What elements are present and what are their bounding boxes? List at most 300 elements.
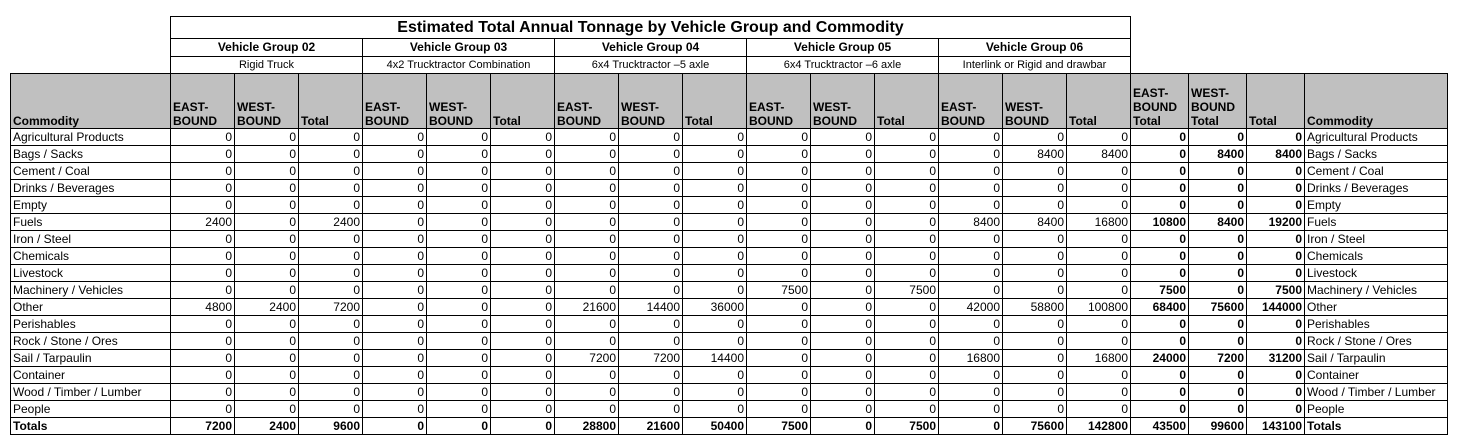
value-cell: 0 [299,333,363,350]
value-cell: 0 [427,367,491,384]
table-title: Estimated Total Annual Tonnage by Vehicle Group and Commodity [171,17,1131,39]
commodity-cell: Empty [11,197,171,214]
value-cell: 0 [619,265,683,282]
value-cell: 143100 [1247,418,1305,435]
table-row [11,367,1448,384]
col-header-total: Total [1067,74,1131,129]
table-row [11,231,1448,248]
col-header-eastbound: EAST-BOUND [555,74,619,129]
group-header: Vehicle Group 06 [939,39,1131,57]
table-row [11,129,1448,146]
value-cell: 0 [939,180,1003,197]
value-cell: 0 [939,316,1003,333]
value-cell: 14400 [619,299,683,316]
value-cell: 0 [1003,333,1067,350]
value-cell: 0 [811,350,875,367]
commodity-cell: Fuels [1305,214,1448,231]
commodity-cell: Fuels [11,214,171,231]
value-cell: 0 [363,197,427,214]
value-cell: 0 [619,248,683,265]
value-cell: 0 [939,384,1003,401]
value-cell: 0 [171,333,235,350]
value-cell: 16800 [939,350,1003,367]
value-cell: 0 [491,418,555,435]
value-cell: 0 [875,299,939,316]
value-cell: 0 [619,282,683,299]
value-cell: 144000 [1247,299,1305,316]
value-cell: 0 [363,265,427,282]
commodity-cell: Livestock [1305,265,1448,282]
value-cell: 0 [747,299,811,316]
table-row [11,333,1448,350]
value-cell: 0 [683,401,747,418]
value-cell: 14400 [683,350,747,367]
value-cell: 0 [1189,367,1247,384]
value-cell: 0 [875,197,939,214]
value-cell: 0 [1003,129,1067,146]
value-cell: 0 [491,282,555,299]
value-cell: 0 [427,163,491,180]
value-cell: 0 [683,129,747,146]
value-cell: 8400 [1189,146,1247,163]
value-cell: 0 [875,401,939,418]
value-cell: 0 [299,265,363,282]
value-cell: 0 [811,316,875,333]
value-cell: 0 [299,146,363,163]
value-cell: 0 [939,129,1003,146]
value-cell: 0 [875,265,939,282]
value-cell: 0 [747,384,811,401]
value-cell: 0 [299,401,363,418]
value-cell: 0 [619,214,683,231]
value-cell: 16800 [1067,350,1131,367]
value-cell: 21600 [619,418,683,435]
value-cell: 0 [427,350,491,367]
value-cell: 0 [811,231,875,248]
col-header-total: Total [683,74,747,129]
commodity-cell: Wood / Timber / Lumber [1305,384,1448,401]
value-cell: 0 [427,265,491,282]
value-cell: 0 [683,146,747,163]
value-cell: 0 [235,231,299,248]
col-header-total: Total [299,74,363,129]
value-cell: 0 [363,316,427,333]
value-cell: 0 [171,231,235,248]
value-cell: 0 [1247,265,1305,282]
value-cell: 0 [811,299,875,316]
value-cell: 0 [619,180,683,197]
value-cell: 0 [363,163,427,180]
value-cell: 7200 [619,350,683,367]
value-cell: 0 [1067,163,1131,180]
col-header-westbound: WEST-BOUND [427,74,491,129]
value-cell: 0 [619,384,683,401]
value-cell: 0 [939,401,1003,418]
value-cell: 0 [1067,401,1131,418]
value-cell: 0 [555,197,619,214]
col-header-westbound-total: WEST-BOUND Total [1189,74,1247,129]
value-cell: 0 [1067,231,1131,248]
value-cell: 36000 [683,299,747,316]
value-cell: 0 [491,333,555,350]
value-cell: 0 [811,401,875,418]
commodity-cell: Totals [1305,418,1448,435]
value-cell: 7200 [555,350,619,367]
value-cell: 0 [235,316,299,333]
value-cell: 0 [875,146,939,163]
value-cell: 0 [747,129,811,146]
value-cell: 0 [1131,265,1189,282]
value-cell: 0 [235,146,299,163]
value-cell: 0 [619,197,683,214]
value-cell: 0 [619,333,683,350]
value-cell: 0 [363,401,427,418]
value-cell: 0 [555,401,619,418]
value-cell: 0 [747,231,811,248]
value-cell: 0 [363,129,427,146]
value-cell: 0 [1247,333,1305,350]
table-row [11,265,1448,282]
value-cell: 0 [747,146,811,163]
table-row [11,214,1448,231]
col-header-westbound: WEST-BOUND [235,74,299,129]
value-cell: 0 [235,350,299,367]
table-row [11,401,1448,418]
value-cell: 0 [363,248,427,265]
value-cell: 142800 [1067,418,1131,435]
value-cell: 2400 [299,214,363,231]
table-row [11,163,1448,180]
table-row [11,146,1448,163]
value-cell: 0 [363,333,427,350]
value-cell: 0 [683,265,747,282]
group-type: Interlink or Rigid and drawbar [939,57,1131,74]
commodity-cell: Wood / Timber / Lumber [11,384,171,401]
value-cell: 0 [1131,248,1189,265]
value-cell: 0 [299,282,363,299]
value-cell: 0 [299,350,363,367]
value-cell: 0 [363,299,427,316]
value-cell: 0 [1247,367,1305,384]
value-cell: 0 [427,401,491,418]
value-cell: 0 [171,384,235,401]
value-cell: 0 [747,367,811,384]
value-cell: 0 [811,384,875,401]
value-cell: 7500 [1247,282,1305,299]
value-cell: 0 [875,163,939,180]
value-cell: 0 [939,248,1003,265]
value-cell: 0 [299,248,363,265]
value-cell: 0 [811,248,875,265]
value-cell: 0 [1131,197,1189,214]
col-header-commodity: Commodity [11,74,171,129]
commodity-cell: Iron / Steel [1305,231,1448,248]
commodity-cell: Container [11,367,171,384]
value-cell: 0 [1067,129,1131,146]
value-cell: 100800 [1067,299,1131,316]
value-cell: 0 [491,197,555,214]
commodity-cell: Rock / Stone / Ores [11,333,171,350]
value-cell: 0 [555,248,619,265]
value-cell: 0 [619,231,683,248]
value-cell: 0 [747,333,811,350]
value-cell: 0 [1131,384,1189,401]
value-cell: 0 [1247,231,1305,248]
value-cell: 0 [747,163,811,180]
value-cell: 0 [1189,316,1247,333]
value-cell: 21600 [555,299,619,316]
table-row [11,282,1448,299]
value-cell: 43500 [1131,418,1189,435]
totals-row [11,418,1448,435]
commodity-cell: Drinks / Beverages [1305,180,1448,197]
value-cell: 0 [875,350,939,367]
value-cell: 0 [427,299,491,316]
value-cell: 0 [427,129,491,146]
value-cell: 0 [235,367,299,384]
value-cell: 0 [299,231,363,248]
value-cell: 0 [1247,180,1305,197]
value-cell: 0 [1067,248,1131,265]
value-cell: 0 [555,129,619,146]
value-cell: 0 [491,401,555,418]
value-cell: 0 [1247,197,1305,214]
value-cell: 0 [939,231,1003,248]
value-cell: 0 [939,367,1003,384]
value-cell: 50400 [683,418,747,435]
value-cell: 0 [235,384,299,401]
value-cell: 0 [171,248,235,265]
value-cell: 0 [1189,265,1247,282]
value-cell: 0 [619,316,683,333]
value-cell: 0 [1003,350,1067,367]
value-cell: 42000 [939,299,1003,316]
value-cell: 0 [1131,180,1189,197]
value-cell: 0 [363,282,427,299]
group-header: Vehicle Group 04 [555,39,747,57]
value-cell: 0 [555,146,619,163]
value-cell: 0 [683,197,747,214]
commodity-cell: People [1305,401,1448,418]
value-cell: 0 [299,163,363,180]
value-cell: 0 [235,214,299,231]
value-cell: 0 [939,146,1003,163]
value-cell: 0 [427,333,491,350]
col-header-eastbound: EAST-BOUND [747,74,811,129]
value-cell: 0 [427,231,491,248]
value-cell: 0 [683,282,747,299]
value-cell: 0 [1131,146,1189,163]
value-cell: 8400 [1247,146,1305,163]
value-cell: 0 [1131,129,1189,146]
value-cell: 0 [171,197,235,214]
commodity-cell: Perishables [11,316,171,333]
value-cell: 0 [811,163,875,180]
value-cell: 0 [363,146,427,163]
value-cell: 0 [1003,316,1067,333]
value-cell: 0 [171,146,235,163]
commodity-cell: Chemicals [1305,248,1448,265]
value-cell: 0 [683,384,747,401]
value-cell: 0 [491,265,555,282]
value-cell: 75600 [1003,418,1067,435]
value-cell: 0 [1067,384,1131,401]
value-cell: 7500 [747,418,811,435]
value-cell: 0 [171,180,235,197]
value-cell: 0 [1131,333,1189,350]
value-cell: 16800 [1067,214,1131,231]
value-cell: 75600 [1189,299,1247,316]
commodity-cell: Cement / Coal [11,163,171,180]
value-cell: 0 [1247,384,1305,401]
column-header-row [11,74,1448,129]
commodity-cell: Container [1305,367,1448,384]
value-cell: 0 [491,367,555,384]
value-cell: 0 [1003,248,1067,265]
group-type: 6x4 Trucktractor –6 axle [747,57,939,74]
value-cell: 0 [747,180,811,197]
value-cell: 0 [171,282,235,299]
value-cell: 0 [875,129,939,146]
col-header-commodity: Commodity [1305,74,1448,129]
value-cell: 0 [491,146,555,163]
value-cell: 31200 [1247,350,1305,367]
value-cell: 0 [1067,180,1131,197]
value-cell: 0 [235,401,299,418]
commodity-cell: Agricultural Products [1305,129,1448,146]
value-cell: 8400 [1003,214,1067,231]
value-cell: 0 [811,367,875,384]
value-cell: 0 [555,384,619,401]
value-cell: 0 [555,265,619,282]
value-cell: 0 [427,248,491,265]
commodity-cell: Sail / Tarpaulin [1305,350,1448,367]
col-header-eastbound: EAST-BOUND [363,74,427,129]
value-cell: 8400 [1189,214,1247,231]
commodity-cell: Agricultural Products [11,129,171,146]
value-cell: 0 [1003,180,1067,197]
group-type: Rigid Truck [171,57,363,74]
value-cell: 0 [491,299,555,316]
value-cell: 0 [619,146,683,163]
col-header-eastbound-total: EAST-BOUND Total [1131,74,1189,129]
value-cell: 0 [939,163,1003,180]
value-cell: 4800 [171,299,235,316]
value-cell: 0 [811,265,875,282]
commodity-cell: Machinery / Vehicles [11,282,171,299]
value-cell: 0 [619,129,683,146]
value-cell: 0 [811,197,875,214]
table-row [11,180,1448,197]
value-cell: 9600 [299,418,363,435]
table-row [11,248,1448,265]
value-cell: 0 [683,231,747,248]
value-cell: 99600 [1189,418,1247,435]
value-cell: 0 [1189,401,1247,418]
commodity-cell: Machinery / Vehicles [1305,282,1448,299]
value-cell: 0 [1189,282,1247,299]
commodity-cell: Other [11,299,171,316]
value-cell: 0 [1003,163,1067,180]
value-cell: 0 [555,316,619,333]
value-cell: 0 [1003,367,1067,384]
value-cell: 0 [683,367,747,384]
value-cell: 0 [1067,197,1131,214]
value-cell: 0 [555,180,619,197]
value-cell: 24000 [1131,350,1189,367]
value-cell: 7200 [299,299,363,316]
value-cell: 2400 [235,418,299,435]
value-cell: 0 [811,214,875,231]
value-cell: 0 [1003,401,1067,418]
value-cell: 0 [1189,384,1247,401]
value-cell: 28800 [555,418,619,435]
value-cell: 0 [619,367,683,384]
table-row [11,350,1448,367]
value-cell: 0 [1067,333,1131,350]
col-header-total: Total [491,74,555,129]
value-cell: 0 [299,129,363,146]
value-cell: 0 [171,367,235,384]
group-header: Vehicle Group 03 [363,39,555,57]
value-cell: 0 [683,333,747,350]
value-cell: 0 [1067,316,1131,333]
value-cell: 0 [1067,367,1131,384]
value-cell: 0 [491,180,555,197]
value-cell: 0 [683,180,747,197]
value-cell: 0 [235,265,299,282]
value-cell: 0 [747,265,811,282]
commodity-cell: Totals [11,418,171,435]
tonnage-table [10,16,1448,435]
value-cell: 0 [1247,316,1305,333]
table-row [11,316,1448,333]
value-cell: 0 [299,197,363,214]
value-cell: 0 [747,350,811,367]
value-cell: 0 [491,316,555,333]
value-cell: 0 [171,350,235,367]
spreadsheet [10,16,1448,435]
value-cell: 0 [1003,282,1067,299]
value-cell: 0 [1247,163,1305,180]
commodity-cell: Empty [1305,197,1448,214]
col-header-total: Total [1247,74,1305,129]
value-cell: 0 [1067,265,1131,282]
value-cell: 0 [235,282,299,299]
value-cell: 0 [299,384,363,401]
value-cell: 0 [555,231,619,248]
value-cell: 0 [427,418,491,435]
value-cell: 0 [363,350,427,367]
value-cell: 0 [1189,197,1247,214]
value-cell: 0 [1189,248,1247,265]
value-cell: 0 [939,265,1003,282]
group-type: 4x2 Trucktractor Combination [363,57,555,74]
value-cell: 8400 [1067,146,1131,163]
value-cell: 0 [875,316,939,333]
commodity-cell: Drinks / Beverages [11,180,171,197]
value-cell: 0 [171,163,235,180]
value-cell: 0 [875,248,939,265]
value-cell: 0 [363,231,427,248]
col-header-total: Total [875,74,939,129]
value-cell: 0 [171,265,235,282]
value-cell: 0 [363,214,427,231]
value-cell: 0 [875,231,939,248]
value-cell: 0 [235,248,299,265]
value-cell: 0 [939,418,1003,435]
value-cell: 0 [683,316,747,333]
